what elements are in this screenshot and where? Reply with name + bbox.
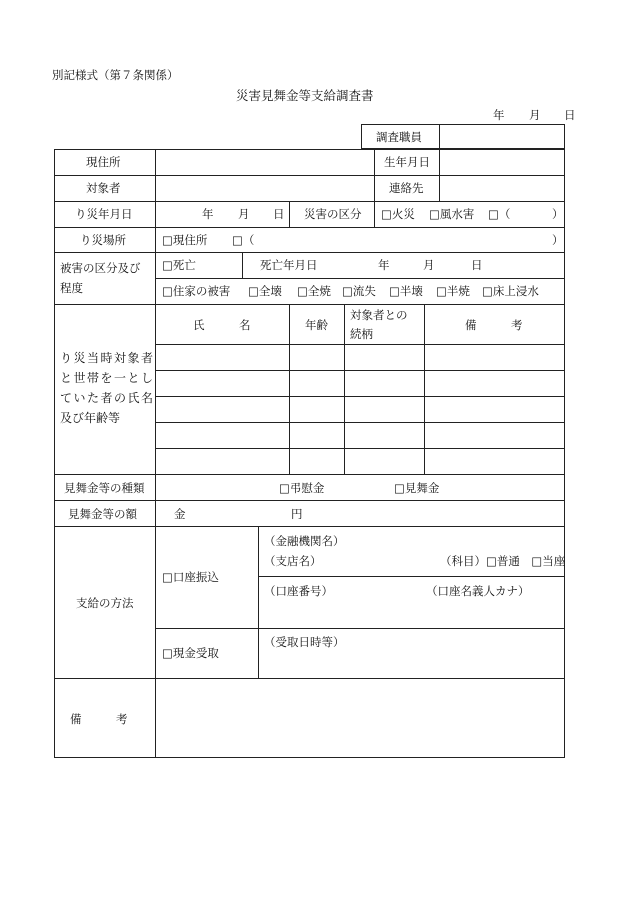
death-date-label: 死亡年月日 xyxy=(260,258,318,272)
transfer-checkbox[interactable]: □口座振込 xyxy=(162,570,219,584)
amount-yen: 円 xyxy=(291,507,303,521)
damage-label-line1: 被害の区分及び xyxy=(60,261,141,275)
date-year-label: 年 xyxy=(493,108,505,122)
address-label: 現住所 xyxy=(86,155,121,169)
death-date-year: 年 xyxy=(378,258,390,272)
branch-name-label: （支店名） xyxy=(264,554,322,568)
account-holder-label: （口座名義人カナ） xyxy=(426,584,530,598)
subject-field[interactable] xyxy=(157,177,372,199)
investigator-field[interactable] xyxy=(441,126,563,147)
disaster-date-day: 日 xyxy=(273,207,285,221)
household-label-line1: り災当時対象者 xyxy=(60,351,155,365)
cash-date-label: （受取日時等） xyxy=(264,635,345,649)
bank-name-label: （金融機関名） xyxy=(264,534,345,548)
remarks-field[interactable] xyxy=(157,680,563,756)
damage-total-collapse-checkbox[interactable]: □全壊 xyxy=(248,284,282,298)
damage-total-burn-checkbox[interactable]: □全焼 xyxy=(297,284,331,298)
disaster-type-other-checkbox[interactable]: □（ xyxy=(488,207,511,221)
col-age-header: 年齢 xyxy=(305,318,328,332)
page-title: 災害見舞金等支給調査書 xyxy=(236,88,374,103)
damage-half-burn-checkbox[interactable]: □半焼 xyxy=(436,284,470,298)
account-number-label: （口座番号） xyxy=(264,584,333,598)
household-row-3-name[interactable] xyxy=(157,398,287,420)
payment-method-label: 支給の方法 xyxy=(76,596,134,610)
disaster-type-wind-checkbox[interactable]: □風水害 xyxy=(429,207,475,221)
payment-kind-label: 見舞金等の種類 xyxy=(64,481,145,495)
investigator-label: 調査職員 xyxy=(376,130,422,144)
col-relation-header-line1: 対象者との xyxy=(350,308,408,322)
damage-label-line2: 程度 xyxy=(60,281,83,295)
disaster-date-year: 年 xyxy=(202,207,214,221)
col-name-header: 氏 名 xyxy=(193,318,251,332)
place-other-checkbox[interactable]: □（ xyxy=(232,233,255,247)
contact-label: 連絡先 xyxy=(389,181,424,195)
disaster-type-other-close: ） xyxy=(552,207,564,221)
disaster-date-label: り災年月日 xyxy=(75,207,133,221)
disaster-place-label: り災場所 xyxy=(80,233,126,247)
remarks-label: 備 考 xyxy=(70,712,128,726)
dob-field[interactable] xyxy=(441,151,563,173)
amount-kin: 金 xyxy=(174,507,186,521)
col-relation-header-line2: 続柄 xyxy=(350,327,373,341)
household-label-line2: と世帯を一とし xyxy=(60,371,155,385)
damage-flood-checkbox[interactable]: □床上浸水 xyxy=(482,284,539,298)
date-day-label: 日 xyxy=(564,108,576,122)
contact-field[interactable] xyxy=(441,177,563,199)
household-label-line4: 及び年齢等 xyxy=(60,411,121,425)
household-label-line3: ていた者の氏名 xyxy=(60,391,155,405)
form-reference: 別記様式（第７条関係） xyxy=(52,68,179,82)
kind-sympathy-checkbox[interactable]: □見舞金 xyxy=(394,481,440,495)
account-type-options[interactable]: （科目）□普通 □当座 xyxy=(440,554,566,568)
household-row-1-name[interactable] xyxy=(157,346,287,368)
subject-label: 対象者 xyxy=(86,181,121,195)
household-row-2-name[interactable] xyxy=(157,372,287,394)
death-date-day: 日 xyxy=(471,258,483,272)
cash-checkbox[interactable]: □現金受取 xyxy=(162,646,219,660)
house-damage-checkbox[interactable]: □住家の被害 xyxy=(162,284,231,298)
death-date-month: 月 xyxy=(423,258,435,272)
death-checkbox[interactable]: □死亡 xyxy=(162,258,196,272)
col-note-header: 備 考 xyxy=(465,318,523,332)
damage-washed-away-checkbox[interactable]: □流失 xyxy=(342,284,376,298)
amount-field[interactable] xyxy=(190,503,288,523)
household-row-4-name[interactable] xyxy=(157,424,287,446)
place-other-close: ） xyxy=(552,233,564,247)
disaster-date-month: 月 xyxy=(238,207,250,221)
amount-label: 見舞金等の額 xyxy=(68,507,137,521)
address-field[interactable] xyxy=(157,151,372,173)
place-current-checkbox[interactable]: □現住所 xyxy=(162,233,208,247)
disaster-type-fire-checkbox[interactable]: □火災 xyxy=(381,207,415,221)
kind-condolence-checkbox[interactable]: □弔慰金 xyxy=(279,481,325,495)
date-month-label: 月 xyxy=(529,108,541,122)
survey-table xyxy=(54,149,565,758)
damage-half-collapse-checkbox[interactable]: □半壊 xyxy=(389,284,423,298)
dob-label: 生年月日 xyxy=(384,155,430,169)
household-row-5-name[interactable] xyxy=(157,450,287,472)
disaster-type-label: 災害の区分 xyxy=(304,207,362,221)
